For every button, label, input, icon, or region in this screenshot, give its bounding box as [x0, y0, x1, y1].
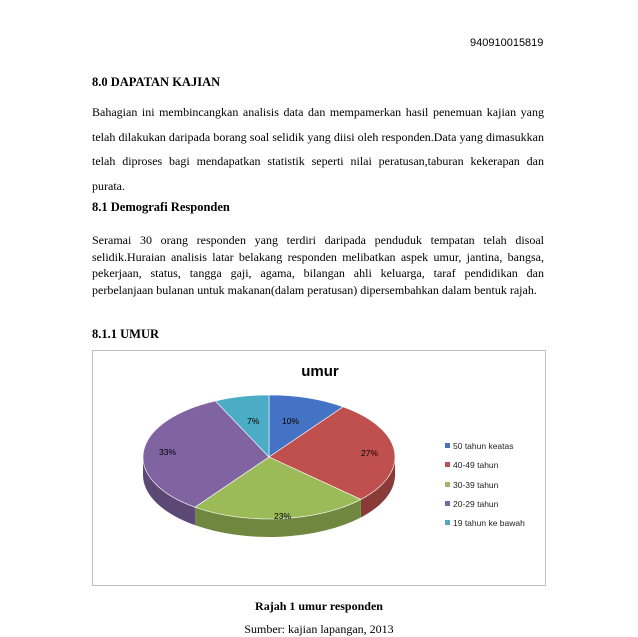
section-heading-8-1-1: 8.1.1 UMUR	[92, 327, 160, 341]
chart-title: umur	[301, 363, 339, 380]
slice-label-19-bawah: 7%	[247, 416, 260, 426]
slice-label-50-keatas: 10%	[282, 416, 300, 426]
legend-swatch	[445, 482, 450, 487]
document-id: 940910015819	[470, 37, 544, 49]
legend-item-19-bawah: 19 tahun ke bawah	[445, 518, 525, 528]
legend-item-20-29: 20-29 tahun	[445, 499, 498, 509]
section-8-1-paragraph: Seramai 30 orang responden yang terdiri daripada penduduk tempatan telah disoal selidik.Huraian analisis latar belakang responden melibatkan aspek umur, jantina, bangsa, pekerjaan, status, tangga gaji, agama, bilangan ahli keluarga, taraf pendidikan dan perbelanjaan bulanan untuk makanan(dalam peratusan) dipersembahkan dalam bentuk rajah.	[92, 233, 544, 297]
slice-label-20-29: 33%	[159, 447, 177, 457]
legend-swatch	[445, 443, 450, 448]
figure-source: Sumber: kajian lapangan, 2013	[244, 622, 394, 636]
legend-item-40-49: 40-49 tahun	[445, 460, 498, 470]
legend-item-50-keatas: 50 tahun keatas	[445, 441, 514, 451]
slice-label-40-49: 27%	[361, 448, 379, 458]
legend-swatch	[445, 462, 450, 467]
figure-caption: Rajah 1 umur responden	[255, 599, 383, 613]
legend-item-30-39: 30-39 tahun	[445, 480, 498, 490]
section-heading-8-1: 8.1 Demografi Responden	[92, 200, 230, 214]
pie-chart	[92, 350, 546, 586]
section-heading-8: 8.0 DAPATAN KAJIAN	[92, 75, 221, 89]
legend-swatch	[445, 520, 450, 525]
legend-swatch	[445, 501, 450, 506]
slice-label-30-39: 23%	[274, 511, 292, 521]
section-8-paragraph: Bahagian ini membincangkan analisis data dan mempamerkan hasil penemuan kajian yang telah dilakukan daripada borang soal selidik yang diisi oleh responden.Data yang dimasukkan telah diproses bagi mendapatkan statistik seperti nilai peratusan,taburan kekerapan dan purata.	[92, 105, 544, 194]
